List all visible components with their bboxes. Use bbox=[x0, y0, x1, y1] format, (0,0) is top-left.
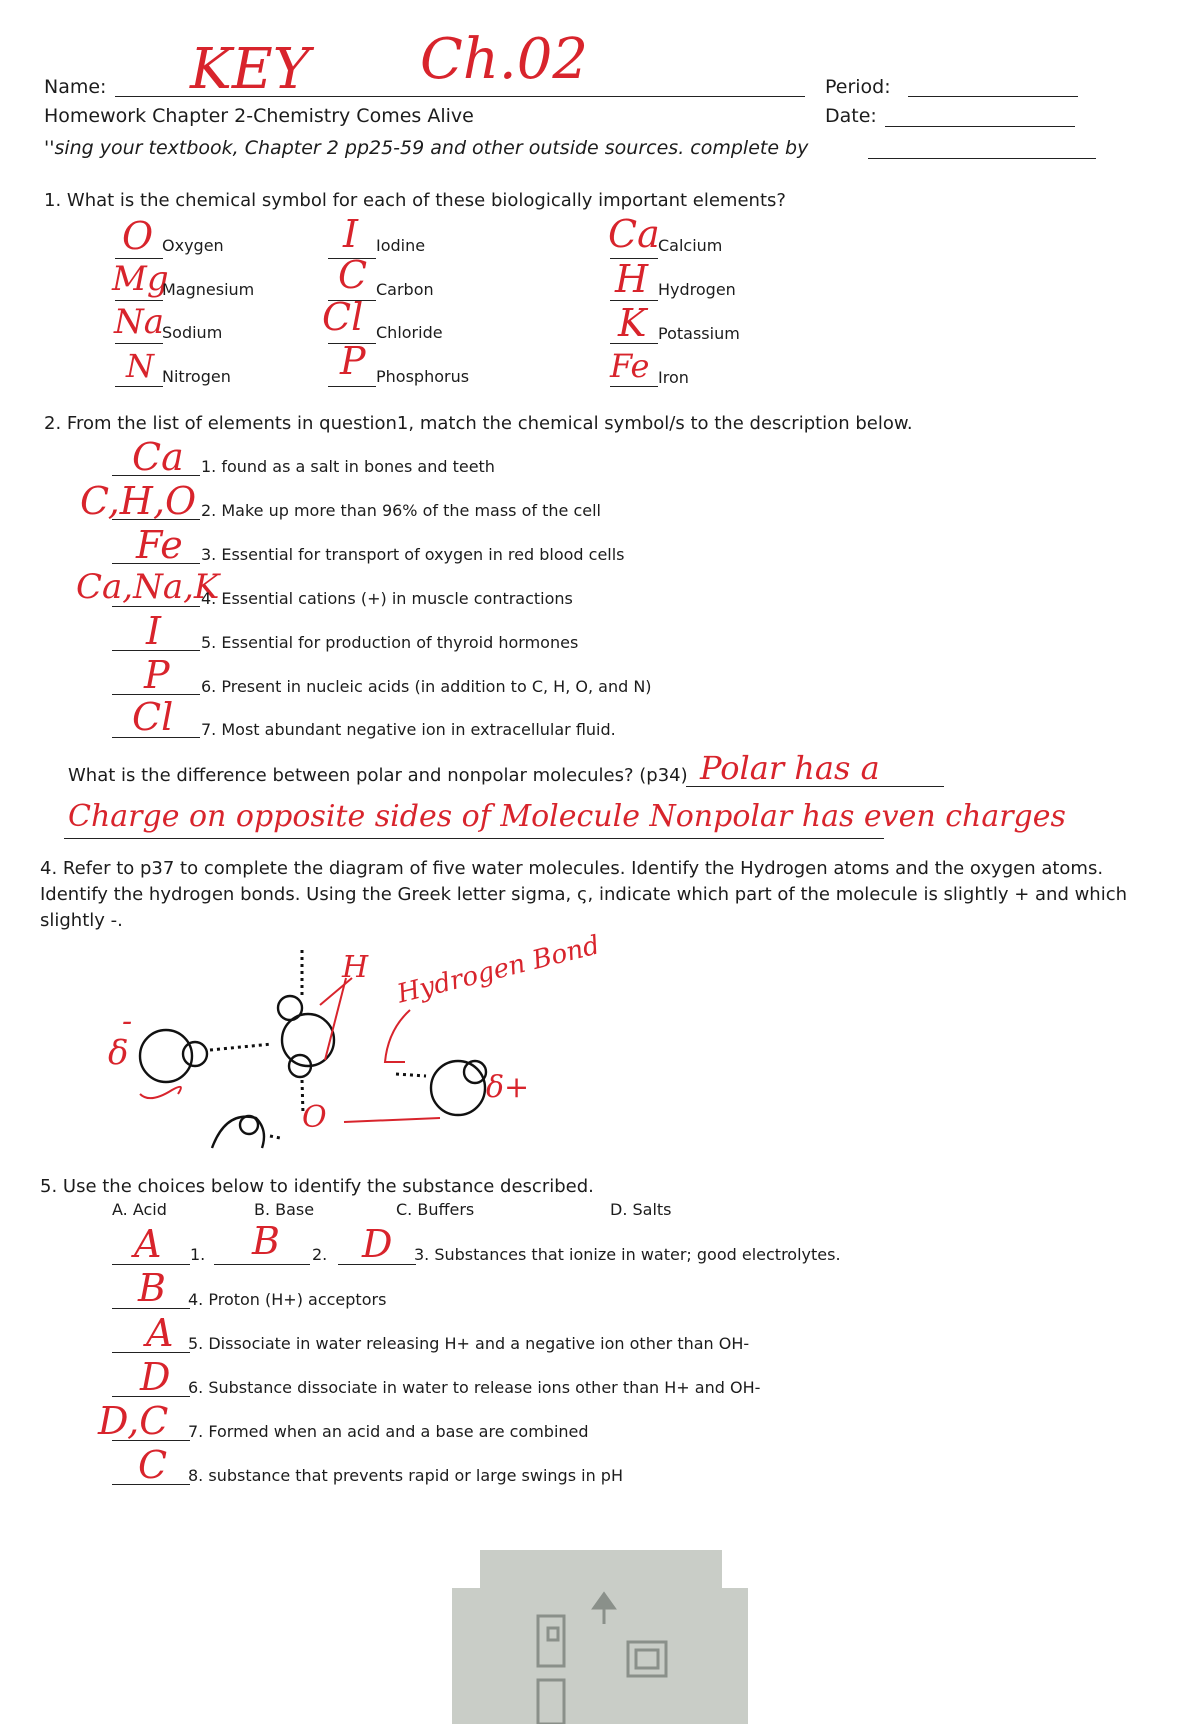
q5-answer: D bbox=[140, 1355, 171, 1399]
diagram-h-label: H bbox=[342, 950, 369, 985]
q1-label: Sodium bbox=[162, 323, 223, 342]
q1-label: Iodine bbox=[376, 236, 426, 255]
q2-answer: P bbox=[144, 653, 170, 697]
q1-answer: P bbox=[340, 339, 366, 383]
choice-salts: D. Salts bbox=[610, 1200, 672, 1219]
photo-frame bbox=[636, 1650, 658, 1668]
q2-answer: Ca,Na,K bbox=[76, 567, 220, 607]
film-icon bbox=[538, 1680, 564, 1724]
q5-answer: A bbox=[146, 1311, 174, 1355]
q1-label: Nitrogen bbox=[162, 367, 231, 386]
q5-answer: B bbox=[252, 1219, 280, 1263]
q2-answer: I bbox=[146, 609, 162, 653]
q1-label: Oxygen bbox=[162, 236, 224, 255]
q2-label: 4. Essential cations (+) in muscle contractions bbox=[201, 589, 573, 608]
q4-question-line2: Identify the hydrogen bonds. Using the Greek letter sigma, ς, indicate which part of the molecule is slightly + and which bbox=[40, 884, 1128, 905]
diagram-o-label: O bbox=[302, 1100, 327, 1135]
q5-label: 3. Substances that ionize in water; good electrolytes. bbox=[414, 1245, 841, 1264]
q5-label: 2. bbox=[312, 1245, 328, 1264]
instructions: ''sing your textbook, Chapter 2 pp25-59 and other outside sources. complete by bbox=[44, 137, 809, 159]
q1-answer: Mg bbox=[112, 259, 169, 299]
q2-answer: Fe bbox=[136, 523, 183, 567]
q1-label: Iron bbox=[658, 368, 689, 387]
q2-answer: Cl bbox=[132, 695, 174, 739]
q1-answer: Cl bbox=[322, 295, 364, 339]
minus-sign-label: - bbox=[122, 1004, 133, 1039]
q1-question: 1. What is the chemical symbol for each of these biologically important elements? bbox=[44, 190, 786, 211]
q5-answer: C bbox=[138, 1443, 168, 1487]
q2-label: 5. Essential for production of thyroid hormones bbox=[201, 633, 579, 652]
q1-answer: Fe bbox=[610, 347, 650, 385]
q1-label: Hydrogen bbox=[658, 280, 736, 299]
choice-acid: A. Acid bbox=[112, 1200, 167, 1219]
q5-label: 5. Dissociate in water releasing H+ and a negative ion other than OH- bbox=[188, 1334, 750, 1353]
q5-label: 8. substance that prevents rapid or large swings in pH bbox=[188, 1466, 623, 1485]
q5-answer: B bbox=[138, 1266, 166, 1310]
name-value: KEY bbox=[190, 37, 310, 102]
q1-answer: N bbox=[126, 347, 154, 385]
q1-answer: Na bbox=[114, 302, 165, 342]
delta-minus-label: δ bbox=[108, 1033, 129, 1073]
q3-question: What is the difference between polar and nonpolar molecules? (p34) bbox=[68, 765, 688, 786]
q1-label: Magnesium bbox=[162, 280, 255, 299]
q5-question: 5. Use the choices below to identify the substance described. bbox=[40, 1176, 594, 1197]
q2-label: 3. Essential for transport of oxygen in red blood cells bbox=[201, 545, 625, 564]
film-frame bbox=[548, 1628, 558, 1640]
q5-answer: D,C bbox=[98, 1399, 169, 1443]
q1-answer: H bbox=[615, 257, 649, 301]
hydrogen-bond-label: Hydrogen Bond bbox=[394, 930, 603, 1010]
delta-plus-label: δ+ bbox=[486, 1070, 530, 1105]
q2-label: 1. found as a salt in bones and teeth bbox=[201, 457, 495, 476]
q5-answer: D bbox=[362, 1222, 393, 1266]
q2-label: 6. Present in nucleic acids (in addition to C, H, O, and N) bbox=[201, 677, 652, 696]
q2-label: 7. Most abundant negative ion in extracellular fluid. bbox=[201, 720, 616, 739]
q1-answer: O bbox=[122, 214, 154, 258]
q5-answer: A bbox=[134, 1222, 162, 1266]
q1-label: Phosphorus bbox=[376, 367, 470, 386]
chapter-note: Ch.02 bbox=[420, 27, 588, 92]
q1-answer: I bbox=[343, 212, 359, 256]
q5-label: 7. Formed when an acid and a base are combined bbox=[188, 1422, 589, 1441]
q1-label: Carbon bbox=[376, 280, 434, 299]
q2-label: 2. Make up more than 96% of the mass of the cell bbox=[201, 501, 601, 520]
name-label: Name: bbox=[44, 76, 107, 98]
q1-label: Calcium bbox=[658, 236, 723, 255]
period-label: Period: bbox=[825, 76, 891, 98]
q5-label: 6. Substance dissociate in water to release ions other than H+ and OH- bbox=[188, 1378, 761, 1397]
q2-answer: C,H,O bbox=[80, 479, 197, 523]
q1-answer: C bbox=[338, 253, 368, 297]
q4-question-line1: 4. Refer to p37 to complete the diagram of five water molecules. Identify the Hydrogen atoms and the oxygen atoms. bbox=[40, 858, 1104, 879]
q1-label: Chloride bbox=[376, 323, 443, 342]
q4-question-line3: slightly -. bbox=[40, 910, 123, 931]
choice-base: B. Base bbox=[254, 1200, 315, 1219]
q3-answer-line2: Charge on opposite sides of Molecule Nonpolar has even charges bbox=[68, 799, 1066, 834]
q1-answer: Ca bbox=[608, 212, 660, 256]
worksheet-title: Homework Chapter 2-Chemistry Comes Alive bbox=[44, 105, 474, 127]
q2-answer: Ca bbox=[132, 435, 184, 479]
photo-icon bbox=[628, 1642, 666, 1676]
q1-answer: K bbox=[618, 301, 647, 345]
arrow-up-head bbox=[594, 1594, 614, 1608]
q1-label: Potassium bbox=[658, 324, 740, 343]
q3-answer-line1: Polar has a bbox=[700, 749, 880, 787]
q5-label: 4. Proton (H+) acceptors bbox=[188, 1290, 387, 1309]
date-label: Date: bbox=[825, 105, 877, 127]
q2-question: 2. From the list of elements in question1, match the chemical symbol/s to the description below. bbox=[44, 413, 913, 434]
q5-label: 1. bbox=[190, 1245, 206, 1264]
choice-buffers: C. Buffers bbox=[396, 1200, 475, 1219]
